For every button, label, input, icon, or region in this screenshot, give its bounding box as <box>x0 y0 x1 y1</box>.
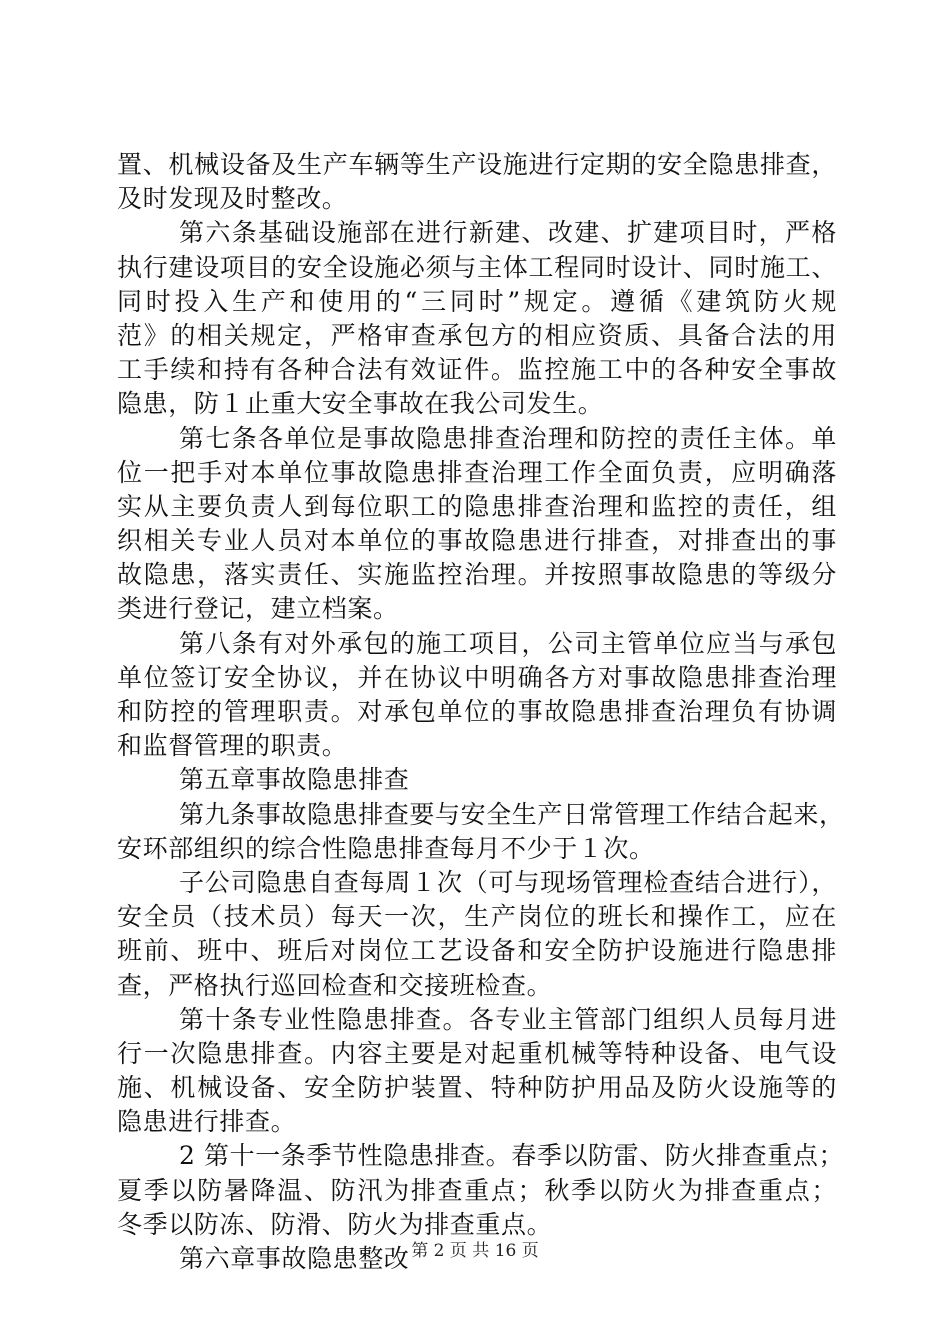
text-line: 故隐患，落实责任、实施监控治理。并按照事故隐患的等级分 <box>117 560 837 590</box>
article-7-start: 第七条各单位是事故隐患排查治理和防控的责任主体。单 <box>179 423 837 453</box>
text-line: 及时发现及时整改。 <box>117 184 348 214</box>
text-line: 施、机械设备、安全防护装置、特种防护用品及防火设施等的 <box>117 1073 837 1103</box>
page-footer <box>0 1240 950 1262</box>
text-line: 工手续和持有各种合法有效证件。监控施工中的各种安全事故 <box>117 355 837 385</box>
text-line: 和监督管理的职责。 <box>117 731 348 761</box>
chapter-6-heading: 第六章事故隐患整改 <box>179 1244 410 1273</box>
article-11-start: 2 第十一条季节性隐患排查。春季以防雷、防火排查重点； <box>179 1141 845 1171</box>
text-line: 查，严格执行巡回检查和交接班检查。 <box>117 970 553 1000</box>
text-line: 和防控的管理职责。对承包单位的事故隐患排查治理负有协调 <box>117 697 837 726</box>
text-line: 范》的相关规定，严格审查承包方的相应资质、具备合法的用 <box>117 320 837 350</box>
text-line: 单位签订安全协议，并在协议中明确各方对事故隐患排查治理 <box>117 662 837 692</box>
text-line: 隐患进行排查。 <box>117 1107 297 1137</box>
article-6-start: 第六条基础设施部在进行新建、改建、扩建项目时，严格 <box>179 218 837 248</box>
article-8-start: 第八条有对外承包的施工项目，公司主管单位应当与承包 <box>179 628 837 658</box>
text-line: 行一次隐患排查。内容主要是对起重机械等特种设备、电气设 <box>117 1038 837 1068</box>
text-line: 安环部组织的综合性隐患排查每月不少于１次。 <box>117 833 655 863</box>
text-line: 班前、班中、班后对岗位工艺设备和安全防护设施进行隐患排 <box>117 936 837 966</box>
text-line: 位一把手对本单位事故隐患排查治理工作全面负责，应明确落 <box>117 457 837 487</box>
text-line: 安全员（技术员）每天一次，生产岗位的班长和操作工，应在 <box>117 902 837 932</box>
subsidiary-check-start: 子公司隐患自查每周１次（可与现场管理检查结合进行）， <box>179 867 837 897</box>
text-line: 同时投入生产和使用的“三同时”规定。遵循《建筑防火规 <box>117 286 837 316</box>
text-line: 置、机械设备及生产车辆等生产设施进行定期的安全隐患排查， <box>117 150 837 179</box>
text-line: 织相关专业人员对本单位的事故隐患进行排查，对排查出的事 <box>117 526 837 556</box>
article-10-start: 第十条专业性隐患排查。各专业主管部门组织人员每月进 <box>179 1004 837 1034</box>
text-line: 实从主要负责人到每位职工的隐患排查治理和监控的责任，组 <box>117 491 837 521</box>
text-line: 执行建设项目的安全设施必须与主体工程同时设计、同时施工、 <box>117 252 837 282</box>
article-9-start: 第九条事故隐患排查要与安全生产日常管理工作结合起来， <box>179 799 845 829</box>
text-line: 类进行登记，建立档案。 <box>117 594 399 624</box>
chapter-5-heading: 第五章事故隐患排查 <box>179 765 410 795</box>
text-line: 夏季以防暑降温、防汛为排查重点；秋季以防火为排查重点； <box>117 1175 837 1205</box>
document-body <box>117 148 845 1276</box>
text-line: 隐患，防１止重大安全事故在我公司发生。 <box>117 389 604 419</box>
page-number: 第 2 页 共 16 页 <box>411 1241 539 1261</box>
text-line: 冬季以防冻、防滑、防火为排查重点。 <box>117 1209 553 1239</box>
